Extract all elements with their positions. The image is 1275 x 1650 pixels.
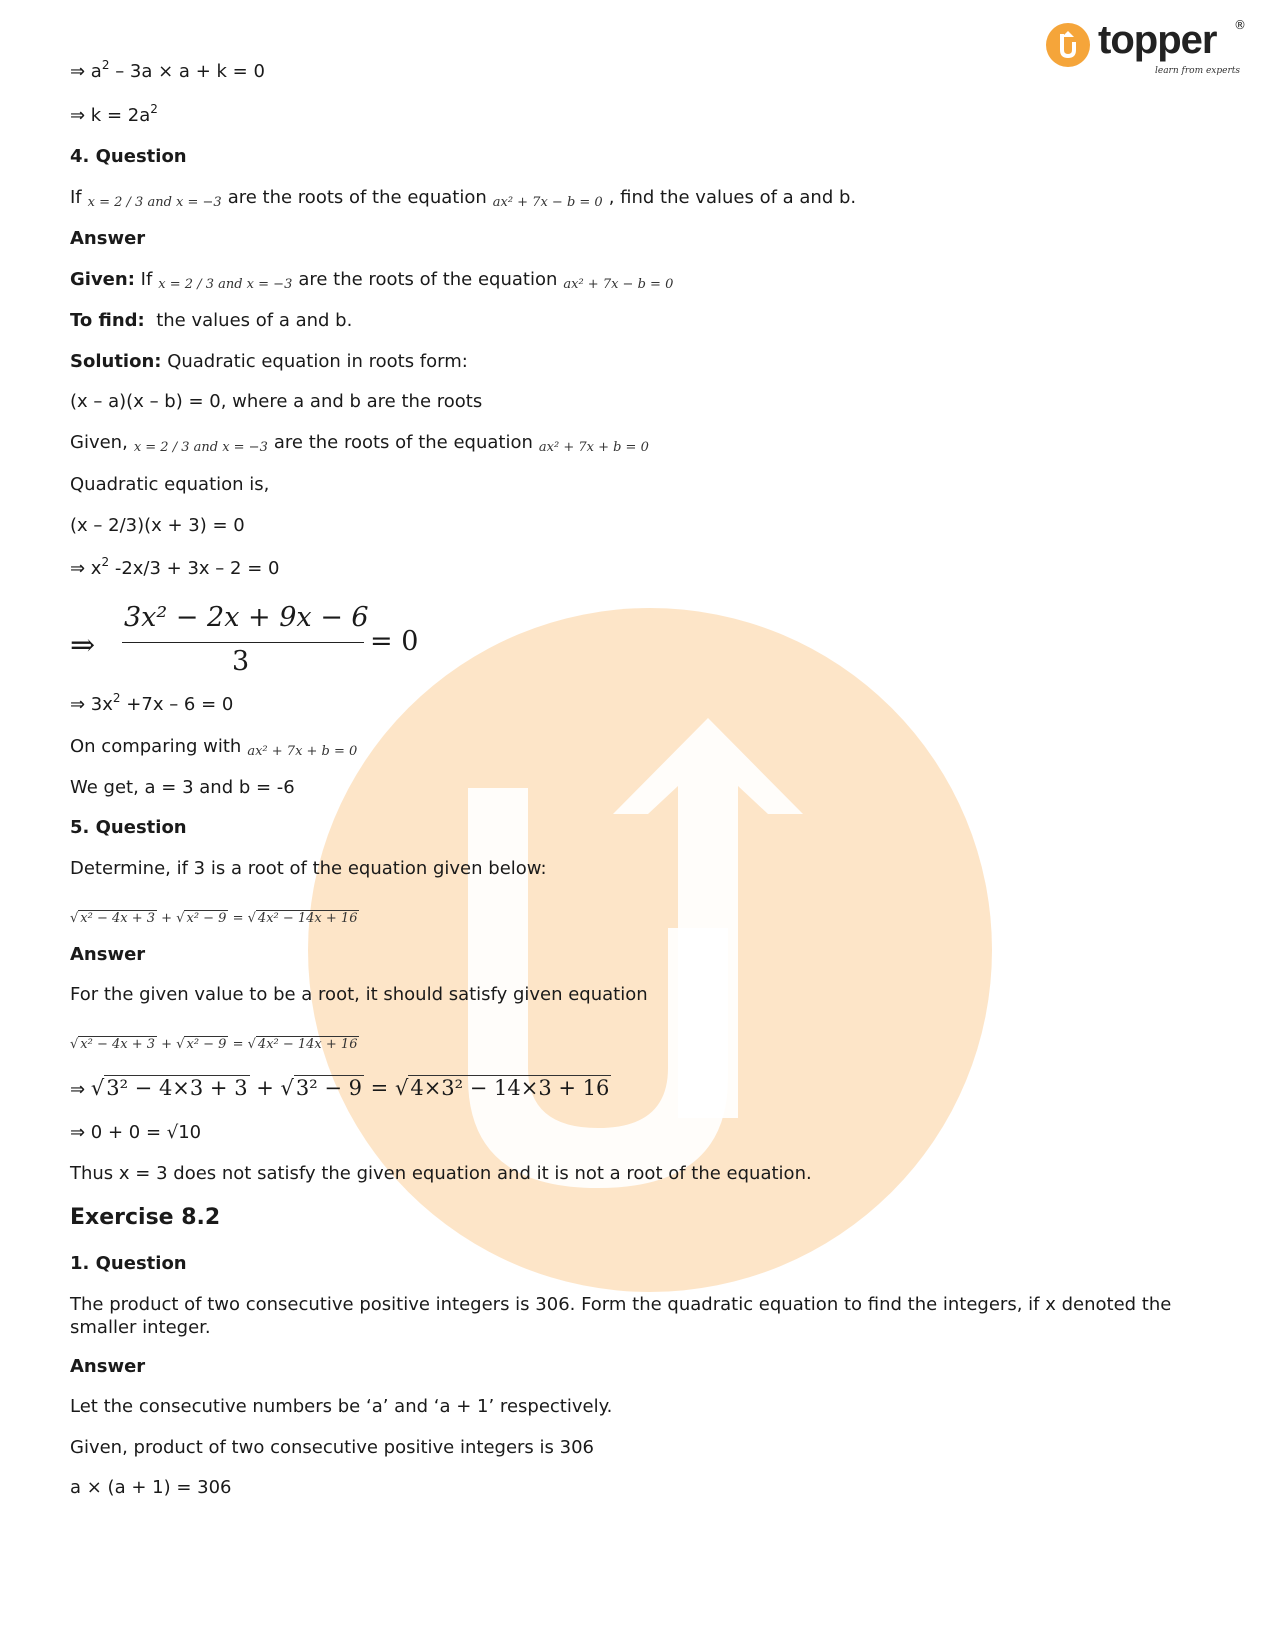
step-line: For the given value to be a root, it should satisfy given equation [70, 984, 648, 1005]
radical-equation: √ x² − 4x + 3 + √ x² − 9 = √ 4x² − 14x + 16 [70, 911, 358, 926]
question-heading: 5. Question [70, 817, 187, 838]
step-line: ⇒ $x^2$ -2x/3 + 3x – 2 = 0 [70, 555, 280, 579]
substituted-equation: ⇒ √3² − 4×3 + 3 + √3² − 9 = √4×3² − 14×3 + 16 [70, 1076, 610, 1100]
brand-logo [1046, 18, 1246, 80]
logo-tagline: learn from experts [1154, 66, 1240, 76]
answer-label: Answer [70, 228, 146, 249]
step-line: Given, product of two consecutive positive integers is 306 [70, 1437, 594, 1458]
answer-label: Answer [70, 1356, 146, 1377]
step-line: (x – a)(x – b) = 0, where a and b are the roots [70, 391, 483, 412]
step-line: (x – 2/3)(x + 3) = 0 [70, 515, 245, 536]
step-line: On comparing with ax² + 7x + b = 0 [70, 736, 358, 759]
step-line: Let the consecutive numbers be ‘a’ and ‘a + 1’ respectively. [70, 1396, 613, 1417]
question-text: Determine, if 3 is a root of the equation given below: [70, 858, 547, 879]
step-line: ⇒ $3x^2 +7x - 6 = 0$ [70, 691, 234, 715]
registered-mark: ® [1234, 18, 1246, 32]
question-heading: 1. Question [70, 1253, 187, 1274]
watermark-logo [308, 608, 992, 1292]
fraction-equation: ⇒ 3x² − 2x + 9x − 6 3 = 0 [70, 602, 419, 677]
given-line: Given: If x = 2 / 3 and x = −3 are the roots of the equation ax² + 7x − b = 0 [70, 269, 674, 292]
solution-line: Solution: Quadratic equation in roots form: [70, 351, 468, 372]
question-heading: 4. Question [70, 146, 187, 167]
to-find-line: To find: the values of a and b. [70, 310, 353, 331]
conclusion-line: Thus x = 3 does not satisfy the given equation and it is not a root of the equation. [70, 1163, 812, 1184]
result-line: We get, a = 3 and b = -6 [70, 777, 295, 798]
answer-label: Answer [70, 944, 146, 965]
exercise-heading: Exercise 8.2 [70, 1205, 221, 1230]
radical-equation: √ x² − 4x + 3 + √ x² − 9 = √ 4x² − 14x + 16 [70, 1037, 358, 1052]
step-line: Quadratic equation is, [70, 474, 270, 495]
step-line: ⇒ $k = 2a^2$ [70, 102, 158, 126]
question-text: If x = 2 / 3 and x = −3 are the roots of the equation ax² + 7x − b = 0 , find the values of a and b. [70, 187, 857, 210]
logo-wordmark: topper [1098, 18, 1217, 62]
step-line: ⇒ $a^2 - 3a \times a + k = 0$ [70, 58, 265, 82]
step-line: Given, x = 2 / 3 and x = −3 are the roots of the equation ax² + 7x + b = 0 [70, 432, 649, 455]
logo-badge-icon [1046, 23, 1090, 67]
question-text: The product of two consecutive positive integers is 306. Form the quadratic equation to find the integers, if x denoted the smaller integer. [70, 1294, 1172, 1338]
step-line: ⇒ 0 + 0 = √10 [70, 1122, 202, 1143]
step-line: a × (a + 1) = 306 [70, 1477, 232, 1498]
